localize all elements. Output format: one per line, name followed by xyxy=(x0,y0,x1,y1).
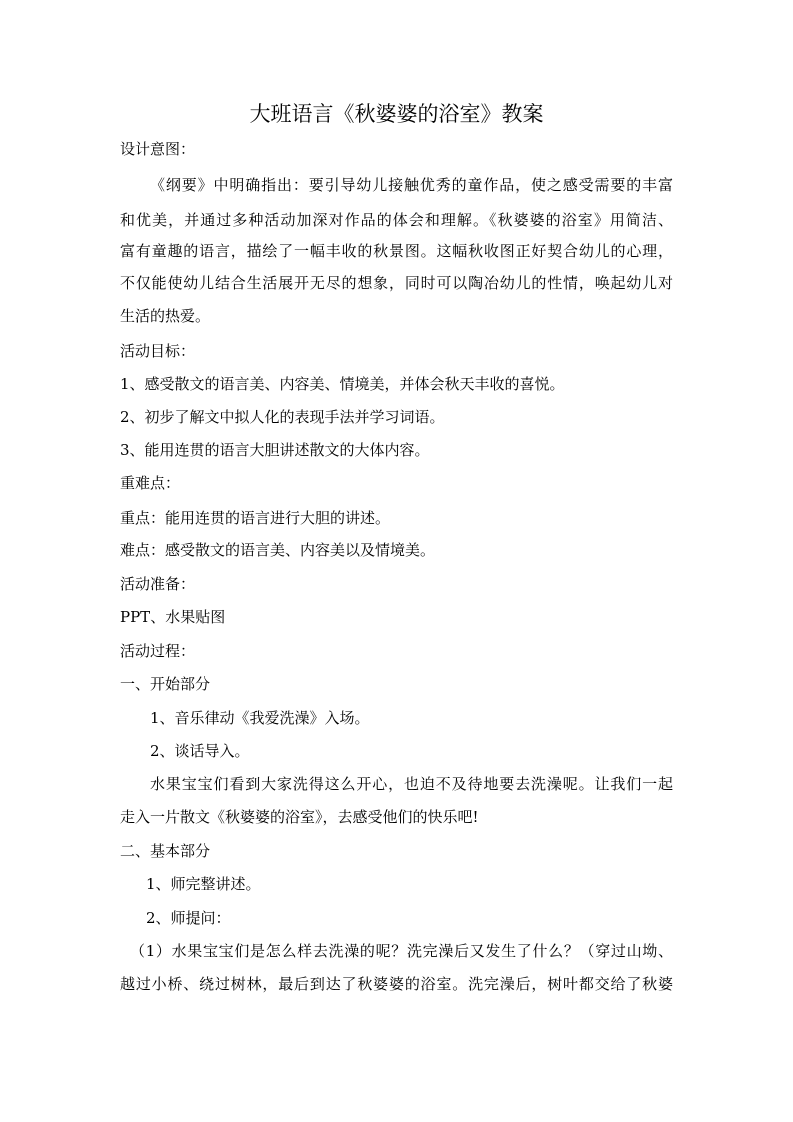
paragraph-line: （1）水果宝宝们是怎么样去洗澡的呢？洗完澡后又发生了什么？（穿过山坳、 xyxy=(130,942,673,960)
heading-process: 活动过程： xyxy=(120,642,196,660)
section-heading: 二、基本部分 xyxy=(120,842,211,860)
document-title: 大班语言《秋婆婆的浴室》教案 xyxy=(249,102,544,126)
heading-preparation: 活动准备： xyxy=(120,575,196,593)
heading-design-intent: 设计意图： xyxy=(120,140,196,158)
list-item: 2、谈话导入。 xyxy=(150,742,250,760)
paragraph-line: 不仅能使幼儿结合生活展开无尽的想象，同时可以陶冶幼儿的性情，唤起幼儿对 xyxy=(120,274,673,292)
paragraph-line: 《纲要》中明确指出：要引导幼儿接触优秀的童作品，使之感受需要的丰富 xyxy=(150,176,673,194)
list-item: 1、音乐律动《我爱洗澡》入场。 xyxy=(150,709,370,727)
heading-key-points: 重难点： xyxy=(120,474,181,492)
paragraph-line: 越过小桥、绕过树林，最后到达了秋婆婆的浴室。洗完澡后，树叶都交给了秋婆 xyxy=(120,975,673,993)
paragraph-line: 和优美，并通过多种活动加深对作品的体会和理解。《秋婆婆的浴室》用简洁、 xyxy=(120,211,673,229)
list-item: 3、能用连贯的语言大胆讲述散文的大体内容。 xyxy=(120,441,430,459)
paragraph-line: 水果宝宝们看到大家洗得这么开心，也迫不及待地要去洗澡呢。让我们一起 xyxy=(150,775,673,793)
list-item: 1、师完整讲述。 xyxy=(146,875,261,893)
paragraph-line: 生活的热爱。 xyxy=(120,307,211,325)
list-item: 2、初步了解文中拟人化的表现手法并学习词语。 xyxy=(120,408,445,426)
section-heading: 一、开始部分 xyxy=(120,675,211,693)
list-item: PPT、水果贴图 xyxy=(120,608,226,626)
list-item: 难点：感受散文的语言美、内容美以及情境美。 xyxy=(120,541,436,559)
paragraph-line: 走入一片散文《秋婆婆的浴室》，去感受他们的快乐吧! xyxy=(120,808,479,826)
list-item: 1、感受散文的语言美、内容美、情境美，并体会秋天丰收的喜悦。 xyxy=(120,375,565,393)
list-item: 重点：能用连贯的语言进行大胆的讲述。 xyxy=(120,509,391,527)
paragraph-line: 富有童趣的语言，描绘了一幅丰收的秋景图。这幅秋收图正好契合幼儿的心理， xyxy=(120,242,673,260)
list-item: 2、师提问： xyxy=(146,909,231,927)
heading-objectives: 活动目标： xyxy=(120,342,196,360)
